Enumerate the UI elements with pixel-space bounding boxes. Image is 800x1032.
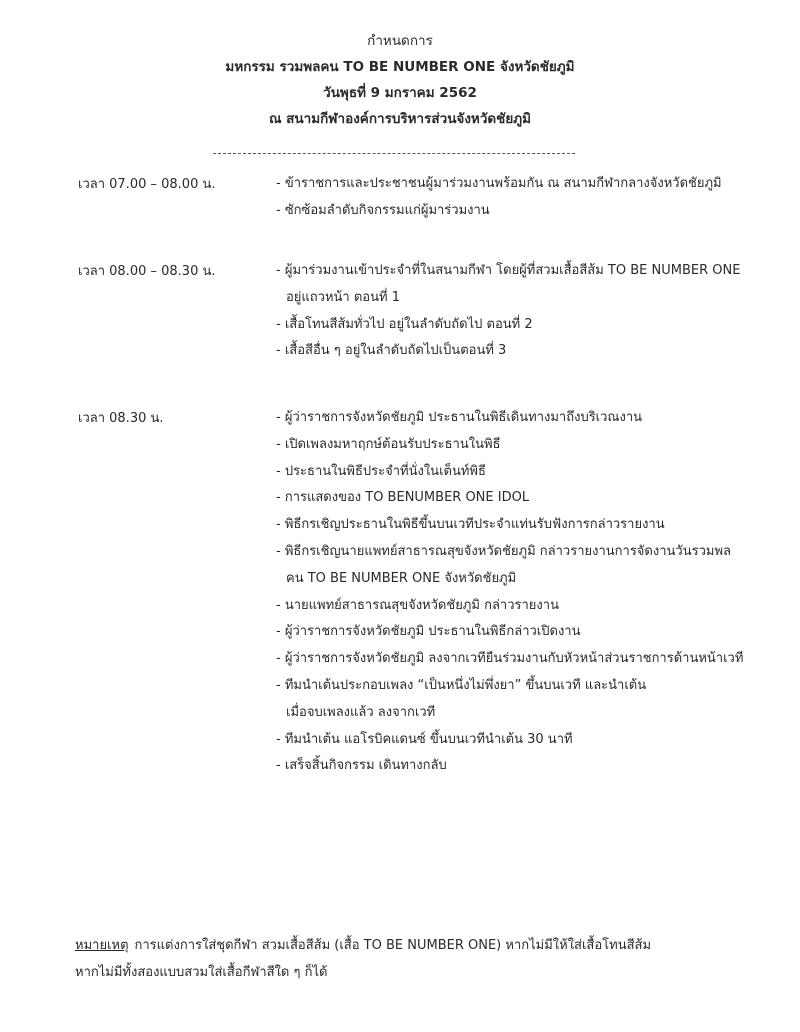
remark-text-1: การแต่งการใส่ชุดกีฬา สวมเสื้อสีส้ม (เสื้อ TO BE NUMBER ONE) หากไม่มีให้ใส่เสื้อโทนสีส้ม xyxy=(134,938,652,953)
schedule-item xyxy=(276,593,776,620)
schedule-item-text: - เสร็จสิ้นกิจกรรม เดินทางกลับ xyxy=(276,758,447,774)
schedule-item-text: - พิธีกรเชิญนายแพทย์สาธารณสุขจังหวัดชัยภูมิ กล่าวรายงานการจัดงานวันรวมพล xyxy=(276,543,731,559)
schedule-item xyxy=(276,673,776,727)
schedule-item-text: - ผู้ว่าราชการจังหวัดชัยภูมิ ประธานในพิธีกล่าวเปิดงาน xyxy=(276,624,581,640)
schedule-time: เวลา 07.00 – 08.00 น. xyxy=(78,177,216,192)
event-venue: ณ สนามกีฬาองค์การบริหารส่วนจังหวัดชัยภูมิ xyxy=(268,111,532,127)
schedule-time: เวลา 08.30 น. xyxy=(78,411,164,426)
event-name: มหกรรม รวมพลคน TO BE NUMBER ONE จังหวัดชัยภูมิ xyxy=(225,59,575,75)
schedule-item xyxy=(276,485,776,512)
schedule-item xyxy=(276,198,776,225)
schedule-items xyxy=(276,405,776,780)
schedule-item xyxy=(276,727,776,754)
schedule-item xyxy=(276,619,776,646)
schedule-items xyxy=(276,258,776,365)
schedule-item-text: - นายแพทย์สาธารณสุขจังหวัดชัยภูมิ กล่าวรายงาน xyxy=(276,597,559,613)
schedule-item xyxy=(276,405,776,432)
remark-text-2: หากไม่มีทั้งสองแบบสวมใส่เสื้อกีฬาสีใด ๆ ก็ได้ xyxy=(75,965,328,980)
schedule-item xyxy=(276,258,776,312)
schedule-item xyxy=(276,646,776,673)
header-divider xyxy=(213,153,575,154)
document-header xyxy=(0,28,800,132)
remark-line-1 xyxy=(75,932,775,959)
schedule-item-text: - เสื้อโทนสีส้มทั่วไป อยู่ในลำดับถัดไป ตอนที่ 2 xyxy=(276,316,533,332)
schedule-item-continuation: อยู่แถวหน้า ตอนที่ 1 xyxy=(286,289,400,305)
schedule-item-text: - ผู้มาร่วมงานเข้าประจำที่ในสนามกีฬา โดยผู้ที่สวมเสื้อสีส้ม TO BE NUMBER ONE xyxy=(276,263,741,278)
schedule-item-text: - การแสดงของ TO BENUMBER ONE IDOL xyxy=(276,490,530,506)
schedule-item-text: - ทีมนำเต้น แอโรบิคแดนซ์ ขึ้นบนเวทีนำเต้น 30 นาที xyxy=(276,731,573,747)
schedule-item-text: - ประธานในพิธีประจำที่นั่งในเต็นท์พิธี xyxy=(276,463,486,479)
schedule-item-text: - ทีมนำเต้นประกอบเพลง “เป็นหนึ่งไม่พึ่งยา” ขึ้นบนเวที และนำเต้น xyxy=(276,677,647,693)
schedule-item xyxy=(276,171,776,198)
schedule-item-text: - พิธีกรเชิญประธานในพิธีขึ้นบนเวทีประจำแท่นรับฟังการกล่าวรายงาน xyxy=(276,517,665,533)
schedule-item-text: - ผู้ว่าราชการจังหวัดชัยภูมิ ประธานในพิธีเดินทางมาถึงบริเวณงาน xyxy=(276,410,643,425)
schedule-item-continuation: คน TO BE NUMBER ONE จังหวัดชัยภูมิ xyxy=(286,570,517,586)
header-title: กำหนดการ xyxy=(367,33,433,49)
schedule-item-text: - ข้าราชการและประชาชนผู้มาร่วมงานพร้อมกัน ณ สนามกีฬากลางจังหวัดชัยภูมิ xyxy=(276,176,722,191)
schedule-item-text: - ซักซ้อมลำดับกิจกรรมแก่ผู้มาร่วมงาน xyxy=(276,202,490,218)
schedule-item-continuation: เมื่อจบเพลงแล้ว ลงจากเวที xyxy=(286,704,436,720)
event-date: วันพุธที่ 9 มกราคม 2562 xyxy=(323,85,477,101)
schedule-item xyxy=(276,338,776,365)
remark-note xyxy=(75,932,775,986)
schedule-item-text: - เปิดเพลงมหาฤกษ์ต้อนรับประธานในพิธี xyxy=(276,436,501,452)
remark-label: หมายเหตุ xyxy=(75,938,129,953)
schedule-item xyxy=(276,459,776,486)
schedule-item xyxy=(276,512,776,539)
schedule-item xyxy=(276,753,776,780)
schedule-item-text: - ผู้ว่าราชการจังหวัดชัยภูมิ ลงจากเวทียืนร่วมงานกับหัวหน้าส่วนราชการด้านหน้าเวที xyxy=(276,651,744,667)
schedule-items xyxy=(276,171,776,225)
schedule-item-text: - เสื้อสีอื่น ๆ อยู่ในลำดับถัดไปเป็นตอนที่ 3 xyxy=(276,343,507,359)
schedule-item xyxy=(276,312,776,339)
schedule-time: เวลา 08.00 – 08.30 น. xyxy=(78,264,216,279)
schedule-item xyxy=(276,432,776,459)
schedule-item xyxy=(276,539,776,593)
